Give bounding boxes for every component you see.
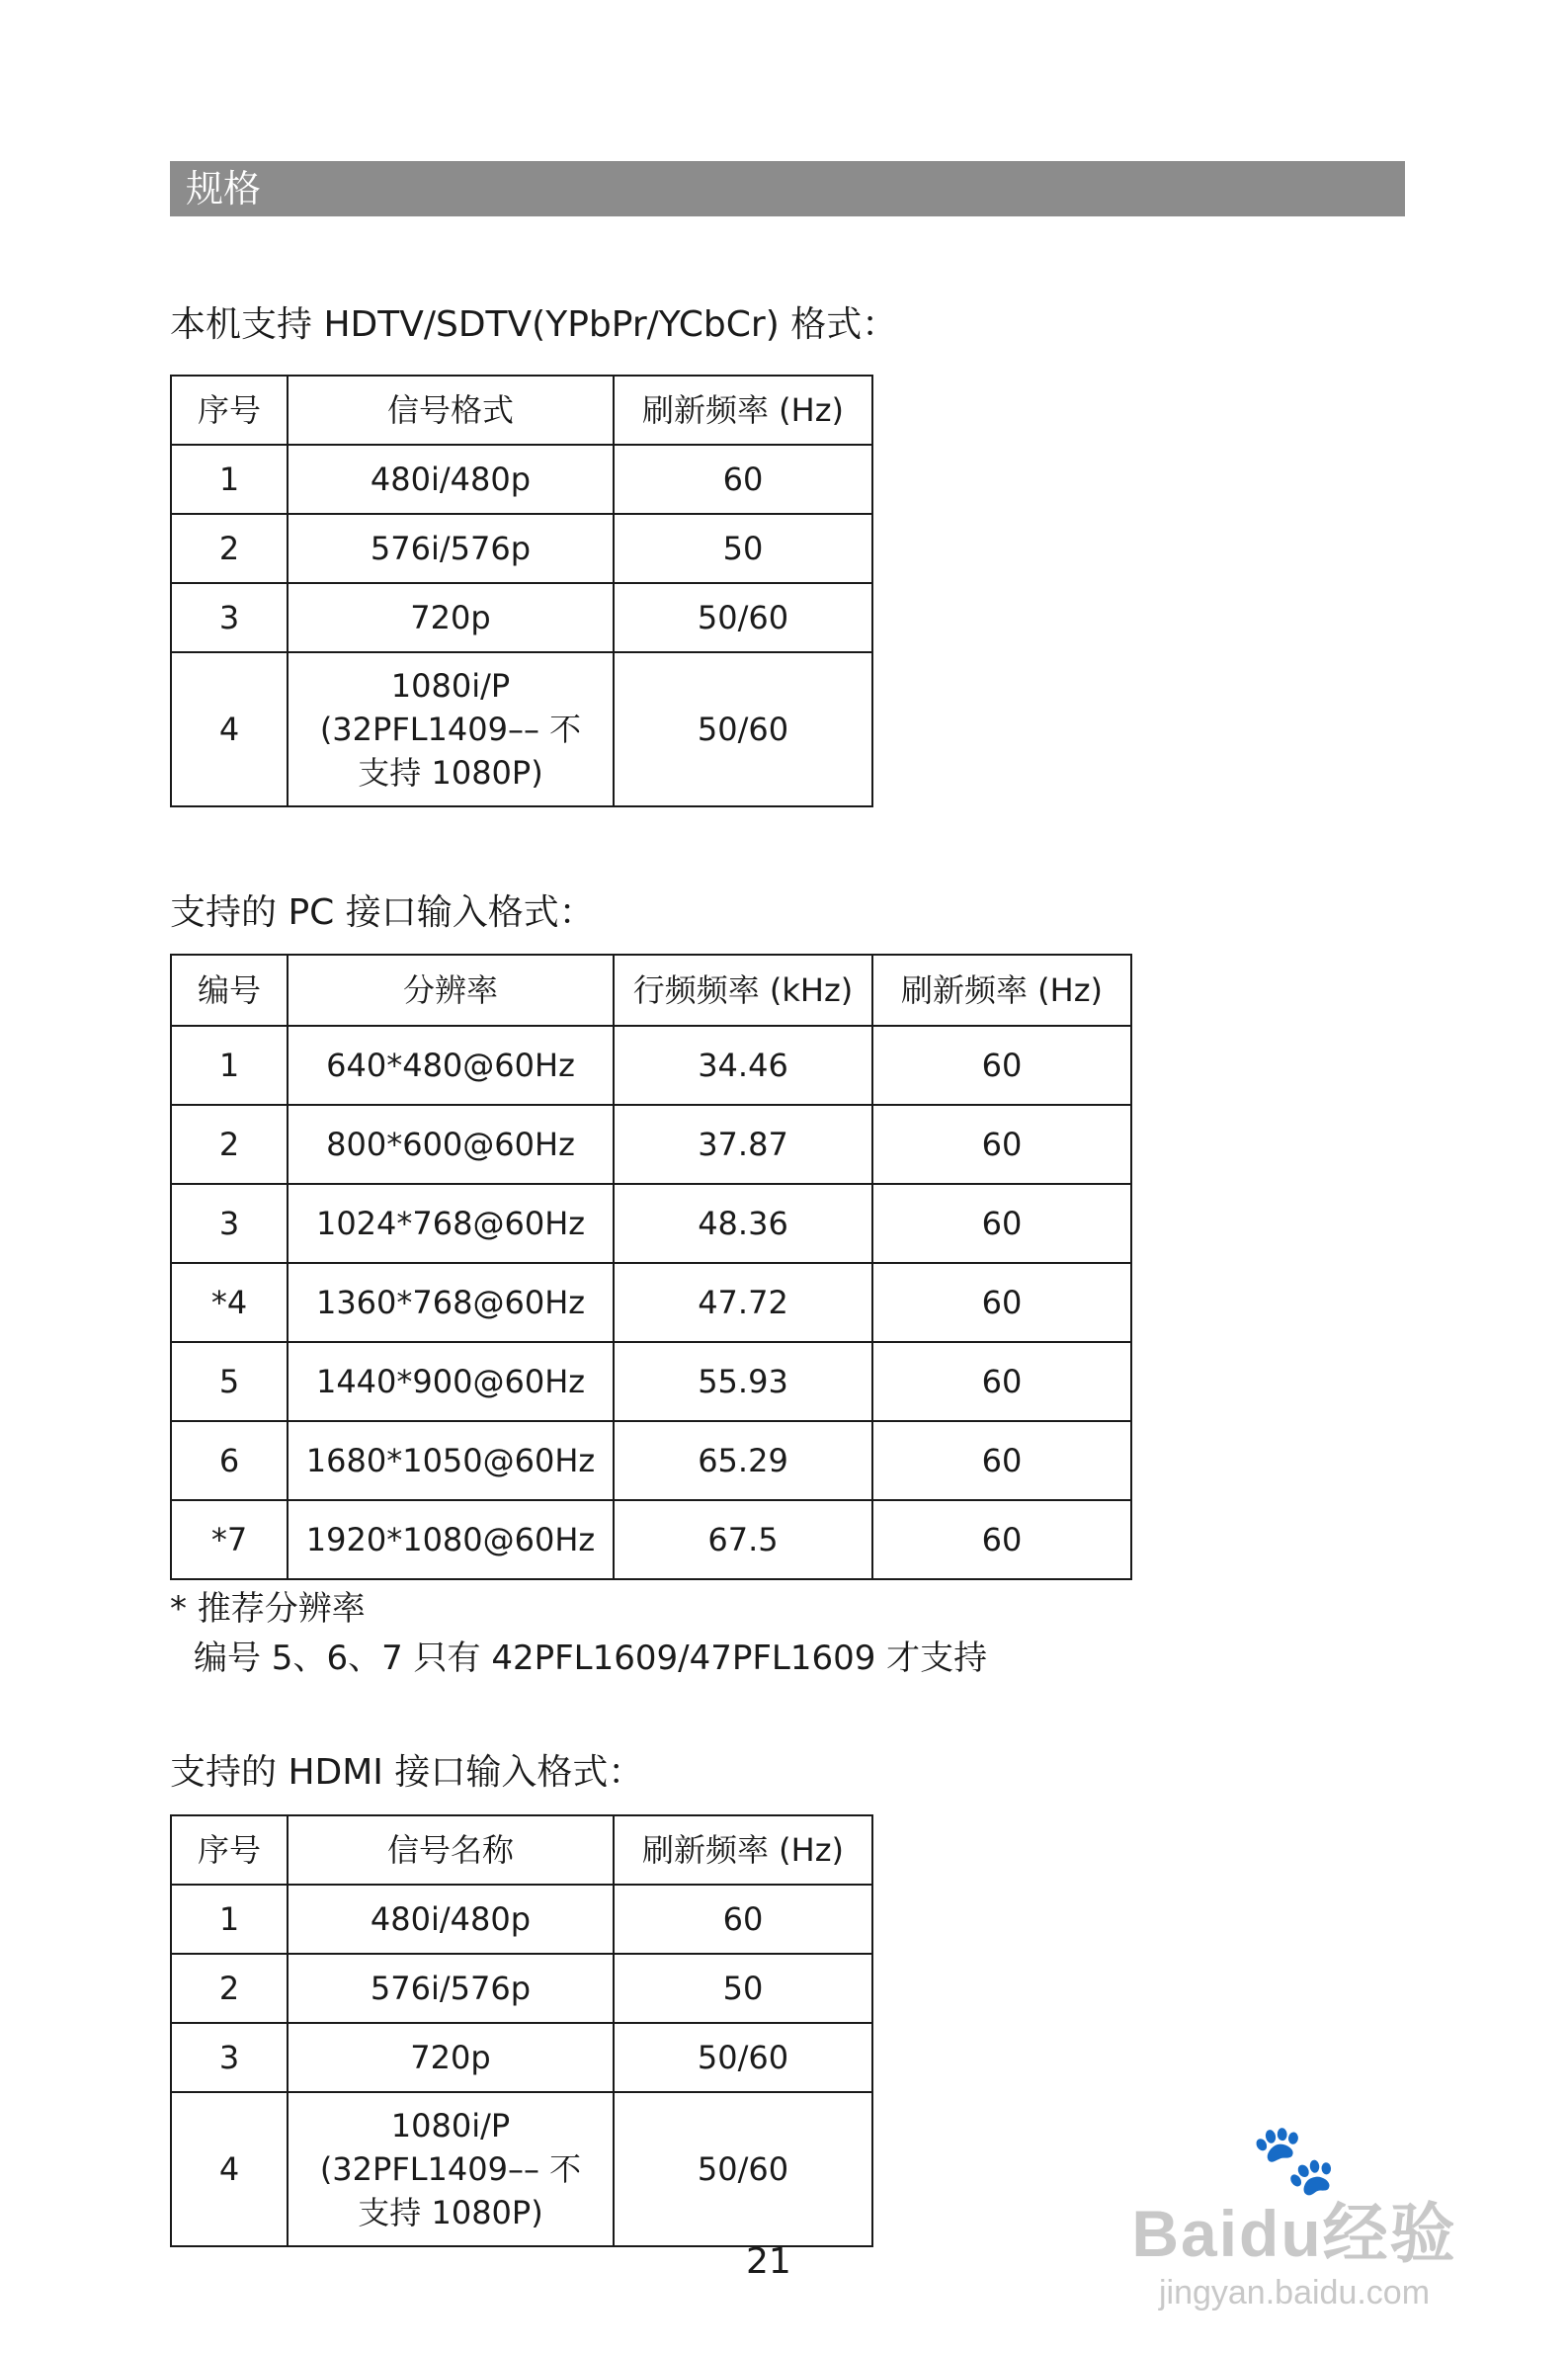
col-header-resolution: 分辨率 (288, 955, 614, 1026)
table-cell: 4 (171, 2092, 288, 2246)
table-cell: *7 (171, 1500, 288, 1579)
table-cell: 2 (171, 514, 288, 583)
watermark-url: jingyan.baidu.com (1158, 2274, 1431, 2311)
table-cell: 37.87 (614, 1105, 872, 1184)
table-cell: 1080i/P (32PFL1409–– 不 支持 1080P) (288, 652, 614, 806)
table-cell: 50/60 (614, 2092, 872, 2246)
table-cell: 50/60 (614, 652, 872, 806)
hdmi-heading: 支持的 HDMI 接口输入格式： (170, 1752, 644, 1793)
table-cell: 60 (614, 1885, 872, 1954)
col-header-refresh-rate: 刷新频率 (Hz) (614, 1815, 872, 1885)
table-cell: 4 (171, 652, 288, 806)
watermark-brand: Baidu经验 (1131, 2197, 1457, 2270)
table-row (171, 445, 872, 514)
table-cell: 55.93 (614, 1342, 872, 1421)
table-cell: 720p (288, 2023, 614, 2092)
table-cell: 60 (872, 1500, 1131, 1579)
col-header-refresh-rate: 刷新频率 (Hz) (872, 955, 1131, 1026)
table-cell: 5 (171, 1342, 288, 1421)
table-cell: 6 (171, 1421, 288, 1500)
hdmi-format-table (170, 1814, 873, 2247)
table-cell: 60 (872, 1263, 1131, 1342)
col-header-number: 编号 (171, 955, 288, 1026)
table-cell: 3 (171, 2023, 288, 2092)
table-cell: 1 (171, 1026, 288, 1105)
ypbpr-format-table (170, 375, 873, 807)
table-cell: 2 (171, 1954, 288, 2023)
col-header-index: 序号 (171, 1815, 288, 1885)
table-row (171, 1342, 1131, 1421)
section-title: 规格 (186, 167, 262, 210)
section-title-bar (170, 161, 1405, 216)
table-cell: 1080i/P (32PFL1409–– 不 支持 1080P) (288, 2092, 614, 2246)
table-row (171, 2092, 872, 2246)
table-cell: 576i/576p (288, 514, 614, 583)
table-row (171, 583, 872, 652)
table-cell: 800*600@60Hz (288, 1105, 614, 1184)
table-cell: 50/60 (614, 583, 872, 652)
table-cell: 3 (171, 583, 288, 652)
pc-format-table (170, 954, 1132, 1580)
table-row (171, 1184, 1131, 1263)
table-header-row (171, 1815, 872, 1885)
table-cell: 720p (288, 583, 614, 652)
table-cell: 34.46 (614, 1026, 872, 1105)
table-row (171, 1500, 1131, 1579)
paw-icon: 🐾 (1251, 2121, 1338, 2198)
col-header-horizontal-frequency: 行频频率 (kHz) (614, 955, 872, 1026)
baidu-watermark (1107, 2121, 1482, 2322)
pc-heading: 支持的 PC 接口输入格式： (170, 892, 595, 933)
table-cell: 50 (614, 514, 872, 583)
table-cell: 480i/480p (288, 1885, 614, 1954)
model-support-note: 编号 5、6、7 只有 42PFL1609/47PFL1609 才支持 (194, 1639, 988, 1678)
recommended-note: * 推荐分辨率 (170, 1589, 366, 1629)
ypbpr-heading: 本机支持 HDTV/SDTV(YPbPr/YCbCr) 格式： (170, 304, 898, 345)
table-cell: 1360*768@60Hz (288, 1263, 614, 1342)
col-header-index: 序号 (171, 376, 288, 445)
table-cell: 50 (614, 1954, 872, 2023)
col-header-signal-format: 信号格式 (288, 376, 614, 445)
table-cell: 60 (872, 1105, 1131, 1184)
table-row (171, 1954, 872, 2023)
table-cell: 50/60 (614, 2023, 872, 2092)
table-cell: 1 (171, 1885, 288, 1954)
table-cell: 1920*1080@60Hz (288, 1500, 614, 1579)
table-cell: 60 (614, 445, 872, 514)
table-cell: 67.5 (614, 1500, 872, 1579)
table-cell: 1024*768@60Hz (288, 1184, 614, 1263)
table-row (171, 1885, 872, 1954)
table-row (171, 514, 872, 583)
table-cell: 1 (171, 445, 288, 514)
table-row (171, 1421, 1131, 1500)
table-row (171, 652, 872, 806)
table-row (171, 1026, 1131, 1105)
table-cell: *4 (171, 1263, 288, 1342)
table-row (171, 2023, 872, 2092)
table-cell: 60 (872, 1342, 1131, 1421)
col-header-refresh-rate: 刷新频率 (Hz) (614, 376, 872, 445)
table-cell: 1440*900@60Hz (288, 1342, 614, 1421)
table-cell: 47.72 (614, 1263, 872, 1342)
page-number: 21 (746, 2241, 791, 2282)
table-cell: 1680*1050@60Hz (288, 1421, 614, 1500)
table-cell: 65.29 (614, 1421, 872, 1500)
table-row (171, 1105, 1131, 1184)
table-cell: 640*480@60Hz (288, 1026, 614, 1105)
table-cell: 48.36 (614, 1184, 872, 1263)
table-cell: 60 (872, 1184, 1131, 1263)
table-header-row (171, 955, 1131, 1026)
table-cell: 60 (872, 1421, 1131, 1500)
table-row (171, 1263, 1131, 1342)
table-cell: 2 (171, 1105, 288, 1184)
table-cell: 576i/576p (288, 1954, 614, 2023)
table-cell: 480i/480p (288, 445, 614, 514)
table-cell: 60 (872, 1026, 1131, 1105)
table-cell: 3 (171, 1184, 288, 1263)
col-header-signal-name: 信号名称 (288, 1815, 614, 1885)
table-header-row (171, 376, 872, 445)
